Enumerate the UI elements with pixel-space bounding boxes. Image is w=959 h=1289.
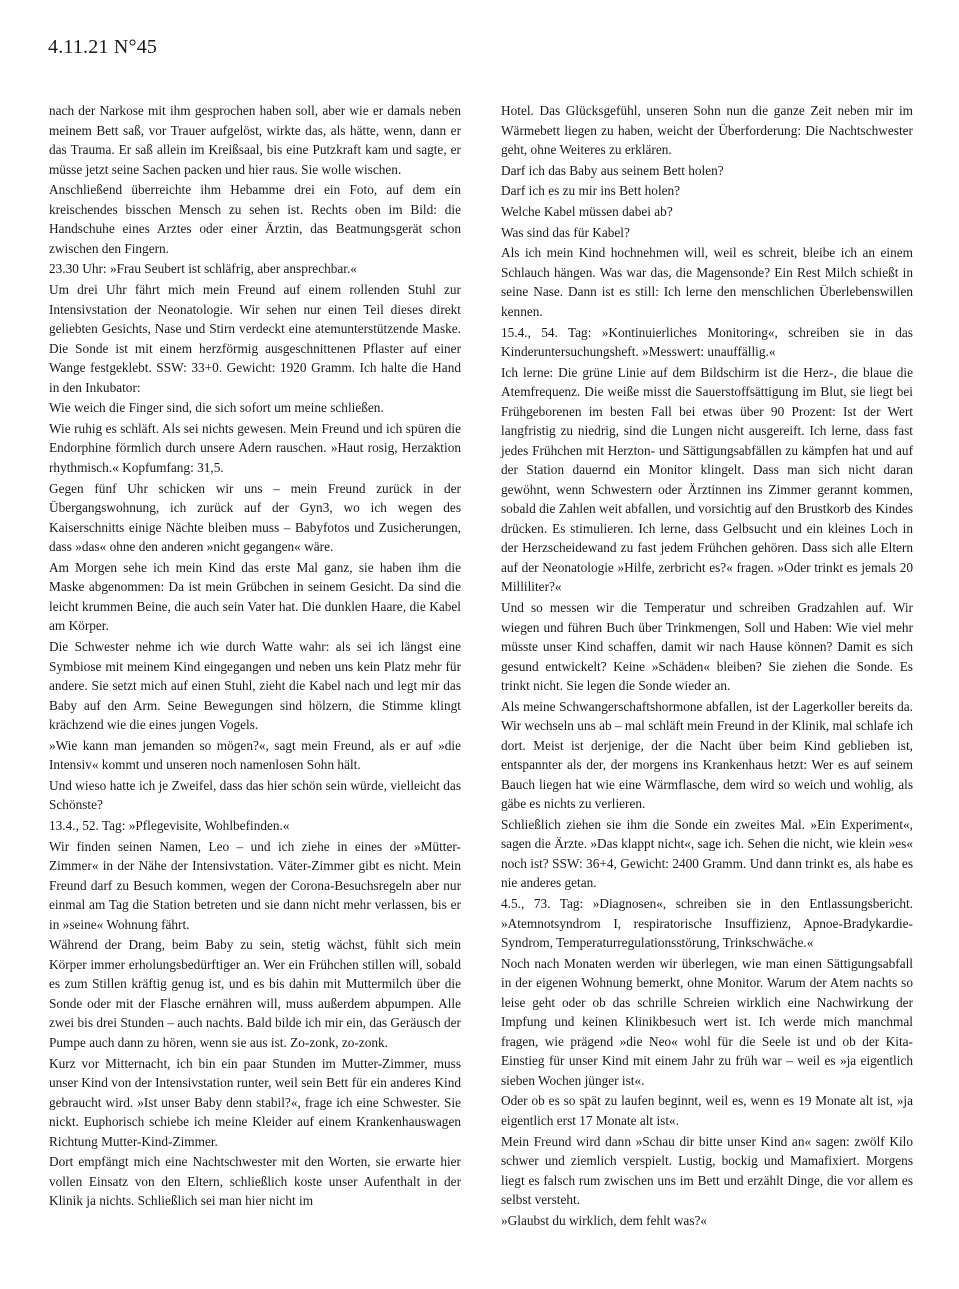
article-column-right [501, 101, 913, 1232]
paragraph: Als meine Schwangerschaftshormone abfallen, ist der Lagerkoller bereits da. Wir wechseln uns ab – mal schläft mein Freund in der Klinik, mal schlafe ich dort. Meist ist derjenige, der die Nacht über beim Kind geblieben ist, entspannter als der, der morgens ins Krankenhaus hetzt: Wer es auf seinem Bauch liegen hat wie eine Wärmflasche, dem wird so weich und wohlig, als gäbe es nichts zu verlieren. [501, 698, 913, 812]
paragraph: nach der Narkose mit ihm gesprochen haben soll, aber wie er damals neben meinem Bett saß, vor Trauer aufgelöst, wirkte das, als hätte, wenn, dann er das Trauma. Er saß allein im Kreißsaal, bis eine Putzkraft kam und sagte, er müsse jetzt seine Sachen packen und hier raus. Sie wolle wischen. [49, 103, 461, 177]
timestamp-line: 15.4., 54. Tag: »Kontinuierliches Monitoring«, schreiben sie in das Kinderuntersuchungsheft. »Messwert: unauffällig.« [501, 324, 913, 360]
closing-quote: »Glaubst du wirklich, dem fehlt was?« [501, 1212, 708, 1228]
paragraph: Anschließend überreichte ihm Hebamme drei ein Foto, auf dem ein kreischendes bisschen Mensch zu sehen ist. Rechts oben im Bild: die Handschuhe eines Arztes oder einer Ärztin, das Beatmungsgerät schon zwischen den Fingern. [49, 182, 461, 256]
paragraph: Wie ruhig es schläft. Als sei nichts gewesen. Mein Freund und ich spüren die Endorphine förmlich durch unsere Adern rauschen. »Haut rosig, Herzaktion rhythmisch.« Kopfumfang: 31,5. [49, 420, 461, 475]
issue-date-header: 4.11.21 N°45 [48, 36, 158, 58]
paragraph: Ich lerne: Die grüne Linie auf dem Bildschirm ist die Herz-, die blaue die Atemfrequenz. Die weiße misst die Sauerstoffsättigung im Blut, sie liegt bei Frühgeborenen im besten Fall bei etwas über 90 Prozent: Ist der Wert langfristig zu niedrig, sind die Lungen nicht ausgereift. Ich lerne, dass fast jedes Frühchen mit Herzton- und Sättigungsabfällen zu kämpfen hat und auf der Station dauernd ein Monitor klingelt. Dass man sich nicht daran gewöhnt, wenn Schwestern oder Ärztinnen ins Zimmer gerannt kommen, sobald die Zahlen weit abfallen, und vorsichtig auf den Brustkorb des Kindes drücken. Es stimulieren. Ich lerne, dass Gelbsucht und ein kleines Loch in der Herzscheidewand zu fast jedem Frühchen gehören. Dass sich alle Eltern auf der Neonatologie »Hilfe, zerbricht es?« fragen. »Oder trinkt es jemals 20 Milliliter?« [501, 364, 913, 595]
paragraph: Dort empfängt mich eine Nachtschwester mit den Worten, sie erwarte hier vollen Einsatz von den Eltern, schließlich koste unser Aufenthalt in der Klinik ja nichts. Schließlich sei man hier nicht im [49, 1154, 461, 1209]
paragraph: Oder ob es so spät zu laufen beginnt, weil es, wenn es 19 Monate alt ist, »ja eigentlich erst 17 Monate alt ist«. [501, 1093, 913, 1128]
timestamp-line: 4.5., 73. Tag: »Diagnosen«, schreiben sie in den Entlassungsbericht. »Atemnotsyndrom I, respiratorische Insuffizienz, Apnoe-Bradykardie-Syndrom, Temperaturregulationsstörung, Trinkschwäche.« [501, 896, 913, 951]
question-line: Darf ich das Baby aus seinem Bett holen? [501, 162, 724, 178]
paragraph: »Wie kann man jemanden so mögen?«, sagt mein Freund, als er auf »die Intensiv« kommt und unseren noch namenlosen Sohn hält. [49, 737, 461, 773]
paragraph: Und wieso hatte ich je Zweifel, dass das hier schön sein würde, vielleicht das Schönste? [49, 777, 461, 813]
paragraph: Mein Freund wird dann »Schau dir bitte unser Kind an« sagen: zwölf Kilo schwer und ziemlich verspielt. Lustig, bockig und Mamafixiert. Morgens liegt es falsch rum zwischen uns im Bett und erzählt Dinge, die vor allem es selbst versteht. [501, 1133, 913, 1208]
timestamp-line: 13.4., 52. Tag: »Pflegevisite, Wohlbefinden.« [49, 818, 290, 834]
paragraph: Schließlich ziehen sie ihm die Sonde ein zweites Mal. »Ein Experiment«, sagen die Ärzte. »Das klappt nicht«, sage ich. Sehen die nicht, wie klein »es« noch ist? SSW: 36+4, Gewicht: 2400 Gramm. Und dann trinkt es, als habe es nie anderes getan. [501, 816, 913, 891]
paragraph: Wir finden seinen Namen, Leo – und ich ziehe in eines der »Mütter-Zimmer« in der Nähe der Intensivstation. Väter-Zimmer gibt es nicht. Mein Freund darf zu Besuch kommen, wegen der Corona-Besuchsregeln aber nur einmal am Tag die Station betreten und sie dann nicht mehr verlassen, bis er in »seine« Wohnung fährt. [49, 838, 461, 932]
paragraph: Hotel. Das Glücksgefühl, unseren Sohn nun die ganze Zeit neben mir im Wärmebett liegen zu haben, weicht der Überforderung: Die Nachtschwester geht, ohne Weiteres zu erklären. [501, 103, 913, 157]
paragraph: Wie weich die Finger sind, die sich sofort um meine schließen. [49, 400, 384, 416]
timestamp-line: 23.30 Uhr: »Frau Seubert ist schläfrig, aber ansprechbar.« [49, 261, 357, 277]
question-line: Darf ich es zu mir ins Bett holen? [501, 183, 681, 199]
paragraph: Die Schwester nehme ich wie durch Watte wahr: als sei ich längst eine Symbiose mit meinem Kind eingegangen und neben uns kein Platz mehr für andere. Sie setzt mich auf einen Stuhl, zieht die Kabel nach und legt mir das Baby auf den Arm. Seine Bewegungen sind hölzern, die Stimme klingt krächzend wie die eines jungen Vogels. [49, 639, 461, 732]
paragraph: Während der Drang, beim Baby zu sein, stetig wächst, fühlt sich mein Körper immer erholungsbedürftiger an. Wer ein Frühchen stillen will, sobald es zum Stillen kräftig genug ist, und es bis dahin mit Muttermilch über die Sonde oder mit der Flasche ernähren will, muss außerdem abpumpen. Alle zwei bis drei Stunden – auch nachts. Bald bilde ich mir ein, das Geräusch der Pumpe auch dann zu hören, wenn sie aus ist. Zo-zonk, zo-zonk. [49, 937, 461, 1050]
paragraph: Noch nach Monaten werden wir überlegen, wie man einen Sättigungsabfall in der eigenen Wohnung bemerkt, ohne Monitor. Warum der Atem nachts so leise geht oder ob das schrille Schreien wirklich eine Nachwirkung der Impfung und keinen Klinikbesuch wert ist. Ich werde mich manchmal fragen, wie prägend »die Neo« wohl für die Seele ist und ob der Kita-Einstieg für unser Kind mit einem Jahr zu früh war – weil es »ja eigentlich sieben Wochen jünger ist«. [501, 955, 913, 1088]
paragraph: Als ich mein Kind hochnehmen will, weil es schreit, bleibe ich an einem Schlauch hängen. Was war das, die Magensonde? Ein Rest Milch schießt in seine Nase. Dann ist es still: Ich lerne den menschlichen Überlebenswillen kennen. [501, 245, 913, 319]
question-line: Was sind das für Kabel? [501, 224, 630, 240]
paragraph: Am Morgen sehe ich mein Kind das erste Mal ganz, sie haben ihm die Maske abgenommen: Da ist mein Grübchen in seinem Gesicht. Da sind die leicht krummen Beine, die auch sein Vater hat. Die dunklen Haare, die Kabel am Körper. [49, 559, 461, 634]
question-line: Welche Kabel müssen dabei ab? [501, 204, 673, 220]
article-column-left [49, 101, 461, 1212]
paragraph: Und so messen wir die Temperatur und schreiben Gradzahlen auf. Wir wiegen und führen Buch über Trinkmengen, Soll und Haben: Wie viel mehr müsste unser Kind schaffen, damit wir nach Hause können? Damit es sich gesund entwickelt? Keine »Schäden« bleiben? Sie ziehen die Sonde. Es trinkt nicht. Sie legen die Sonde wieder an. [501, 600, 913, 693]
paragraph: Gegen fünf Uhr schicken wir uns – mein Freund zurück in der Übergangswohnung, ich zurück auf der Gyn3, wo ich wegen des Kaiserschnitts einige Nächte bleiben muss – Babyfotos und Zusicherungen, dass »das« ohne den anderen »nicht gegangen« wäre. [49, 480, 461, 555]
paragraph: Kurz vor Mitternacht, ich bin ein paar Stunden im Mutter-Zimmer, muss unser Kind von der Intensivstation runter, weil sein Bett für ein anderes Kind gebraucht wird. »Ist unser Baby denn stabil?«, frage ich eine Schwester. Sie nickt. Euphorisch schiebe ich meine Kleider auf einem Krankenhauswagen Richtung Mutter-Kind-Zimmer. [49, 1055, 461, 1149]
paragraph: Um drei Uhr fährt mich mein Freund auf einem rollenden Stuhl zur Intensivstation der Neonatologie. Wir sehen nur einen Teil dieses direkt geliebten Gesichts, Nase und Stirn verdeckt eine atemunterstützende Maske. Die Sonde ist mit einem herzförmig ausgeschnittenen Pflaster auf einer Wange festgeklebt. SSW: 33+0. Gewicht: 1920 Gramm. Ich halte die Hand in den Inkubator: [49, 282, 461, 395]
